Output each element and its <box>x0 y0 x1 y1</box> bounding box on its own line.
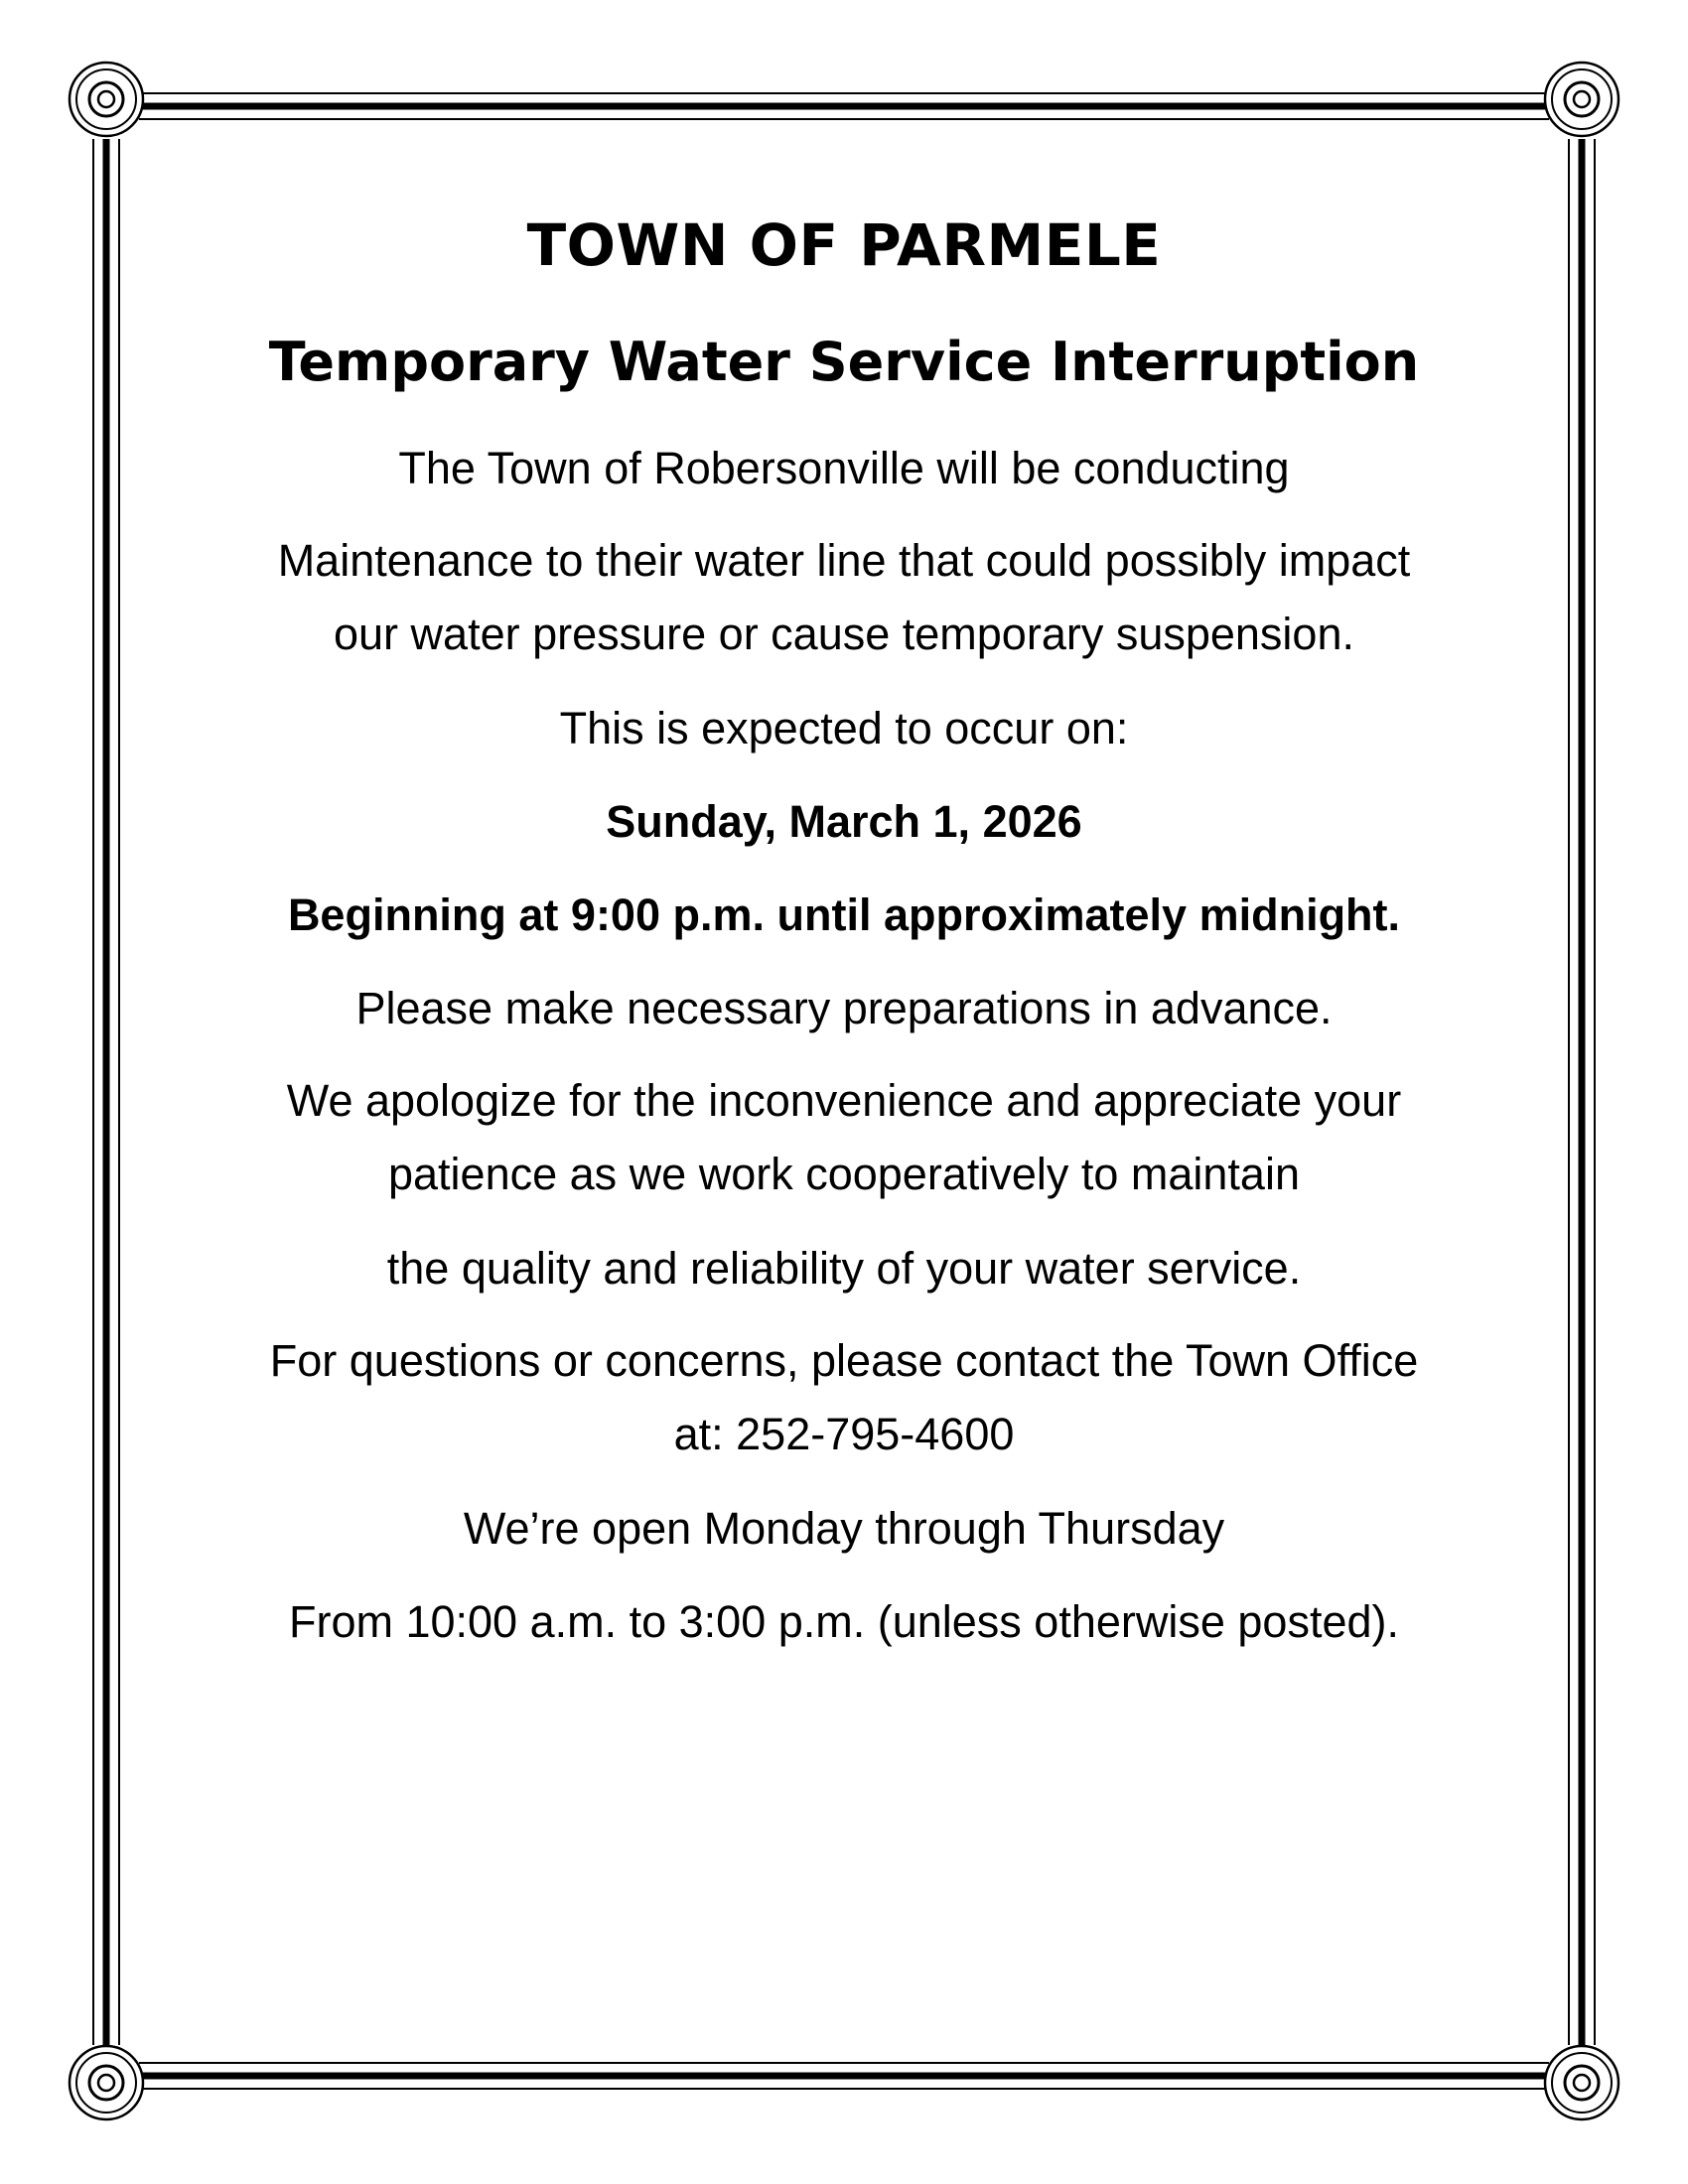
apology-line-2: patience as we work cooperatively to maintain <box>388 1149 1300 1199</box>
office-days: We’re open Monday through Thursday <box>463 1503 1225 1554</box>
intro-line: The Town of Robersonville will be conducting <box>398 443 1290 493</box>
preparation-line: Please make necessary preparations in advance. <box>355 983 1333 1033</box>
interruption-date: Sunday, March 1, 2026 <box>606 796 1082 847</box>
corner-ornament-top-left <box>70 63 143 136</box>
maintenance-line-1: Maintenance to their water line that could possibly impact <box>277 535 1411 586</box>
notice-body <box>189 194 1499 1678</box>
quality-line: the quality and reliability of your water service. <box>386 1243 1302 1294</box>
notice-subtitle: Temporary Water Service Interruption <box>268 331 1420 393</box>
interruption-time: Beginning at 9:00 p.m. until approximately midnight. <box>287 889 1401 940</box>
expected-line: This is expected to occur on: <box>559 703 1129 753</box>
corner-ornament-bottom-left <box>70 2046 143 2119</box>
corner-ornament-bottom-right <box>1545 2046 1618 2119</box>
contact-paragraph <box>189 1324 1499 1471</box>
maintenance-line-2: our water pressure or cause temporary suspension. <box>334 609 1354 659</box>
notice-title: TOWN OF PARMELE <box>526 211 1162 279</box>
maintenance-paragraph <box>189 524 1499 671</box>
corner-ornament-top-right <box>1545 63 1618 136</box>
apology-line-1: We apologize for the inconvenience and appreciate your <box>286 1075 1402 1126</box>
contact-phone: at: 252-795-4600 <box>673 1409 1015 1459</box>
office-hours: From 10:00 a.m. to 3:00 p.m. (unless otherwise posted). <box>288 1596 1399 1647</box>
contact-line-1: For questions or concerns, please contact the Town Office <box>269 1335 1419 1386</box>
apology-paragraph <box>189 1064 1499 1211</box>
